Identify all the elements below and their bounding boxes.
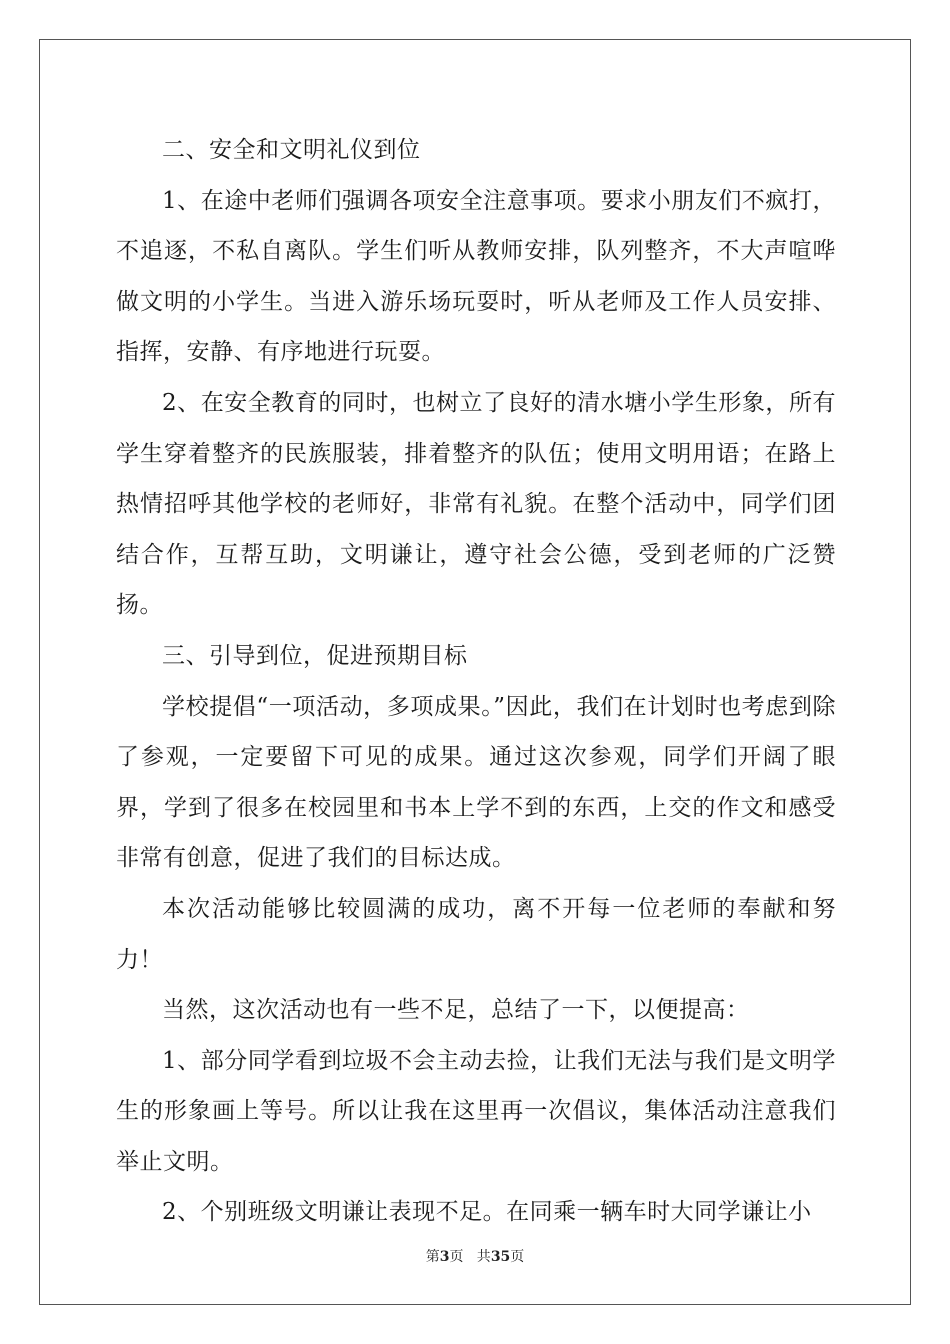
- paragraph-thanks: 本次活动能够比较圆满的成功，离不开每一位老师的奉献和努力！: [116, 895, 836, 973]
- paragraph-safety-1: 1、在途中老师们强调各项安全注意事项。要求小朋友们不疯打，不追逐，不私自离队。学生们听从教师安排，队列整齐，不大声喧哗做文明的小学生。当进入游乐场玩耍时，听从老师及工作人员安排、指挥，安静、有序地进行玩耍。: [116, 187, 836, 366]
- total-pages-number: 35: [490, 1249, 511, 1265]
- document-body: [116, 125, 836, 1238]
- paragraph-shortcoming-1: 1、部分同学看到垃圾不会主动去捡，让我们无法与我们是文明学生的形象画上等号。所以让我在这里再一次倡议，集体活动注意我们举止文明。: [116, 1047, 836, 1175]
- footer-prefix: 第: [425, 1249, 440, 1265]
- paragraph-safety-2: 2、在安全教育的同时，也树立了良好的清水塘小学生形象，所有学生穿着整齐的民族服装，排着整齐的队伍；使用文明用语；在路上热情招呼其他学校的老师好，非常有礼貌。在整个活动中，同学们团结合作，互帮互助，文明谦让，遵守社会公德，受到老师的广泛赞扬。: [116, 389, 836, 619]
- section-heading-safety: 二、安全和文明礼仪到位: [162, 137, 421, 163]
- footer-suffix: 页: [510, 1249, 525, 1265]
- paragraph-shortcomings-intro: 当然，这次活动也有一些不足，总结了一下，以便提高：: [162, 997, 750, 1024]
- paragraph-guidance: 学校提倡“一项活动，多项成果。”因此，我们在计划时也考虑到除了参观，一定要留下可见的成果。通过这次参观，同学们开阔了眼界，学到了很多在校园里和书本上学不到的东西，上交的作文和感受非常有创意，促进了我们的目标达成。: [116, 693, 836, 872]
- page-footer: [0, 1246, 950, 1266]
- section-heading-guidance: 三、引导到位，促进预期目标: [162, 642, 468, 669]
- paragraph-shortcoming-2: 2、个别班级文明谦让表现不足。在同乘一辆车时大同学谦让小: [162, 1199, 812, 1226]
- current-page-number: 3: [439, 1249, 450, 1265]
- footer-middle: 页 共: [449, 1249, 491, 1265]
